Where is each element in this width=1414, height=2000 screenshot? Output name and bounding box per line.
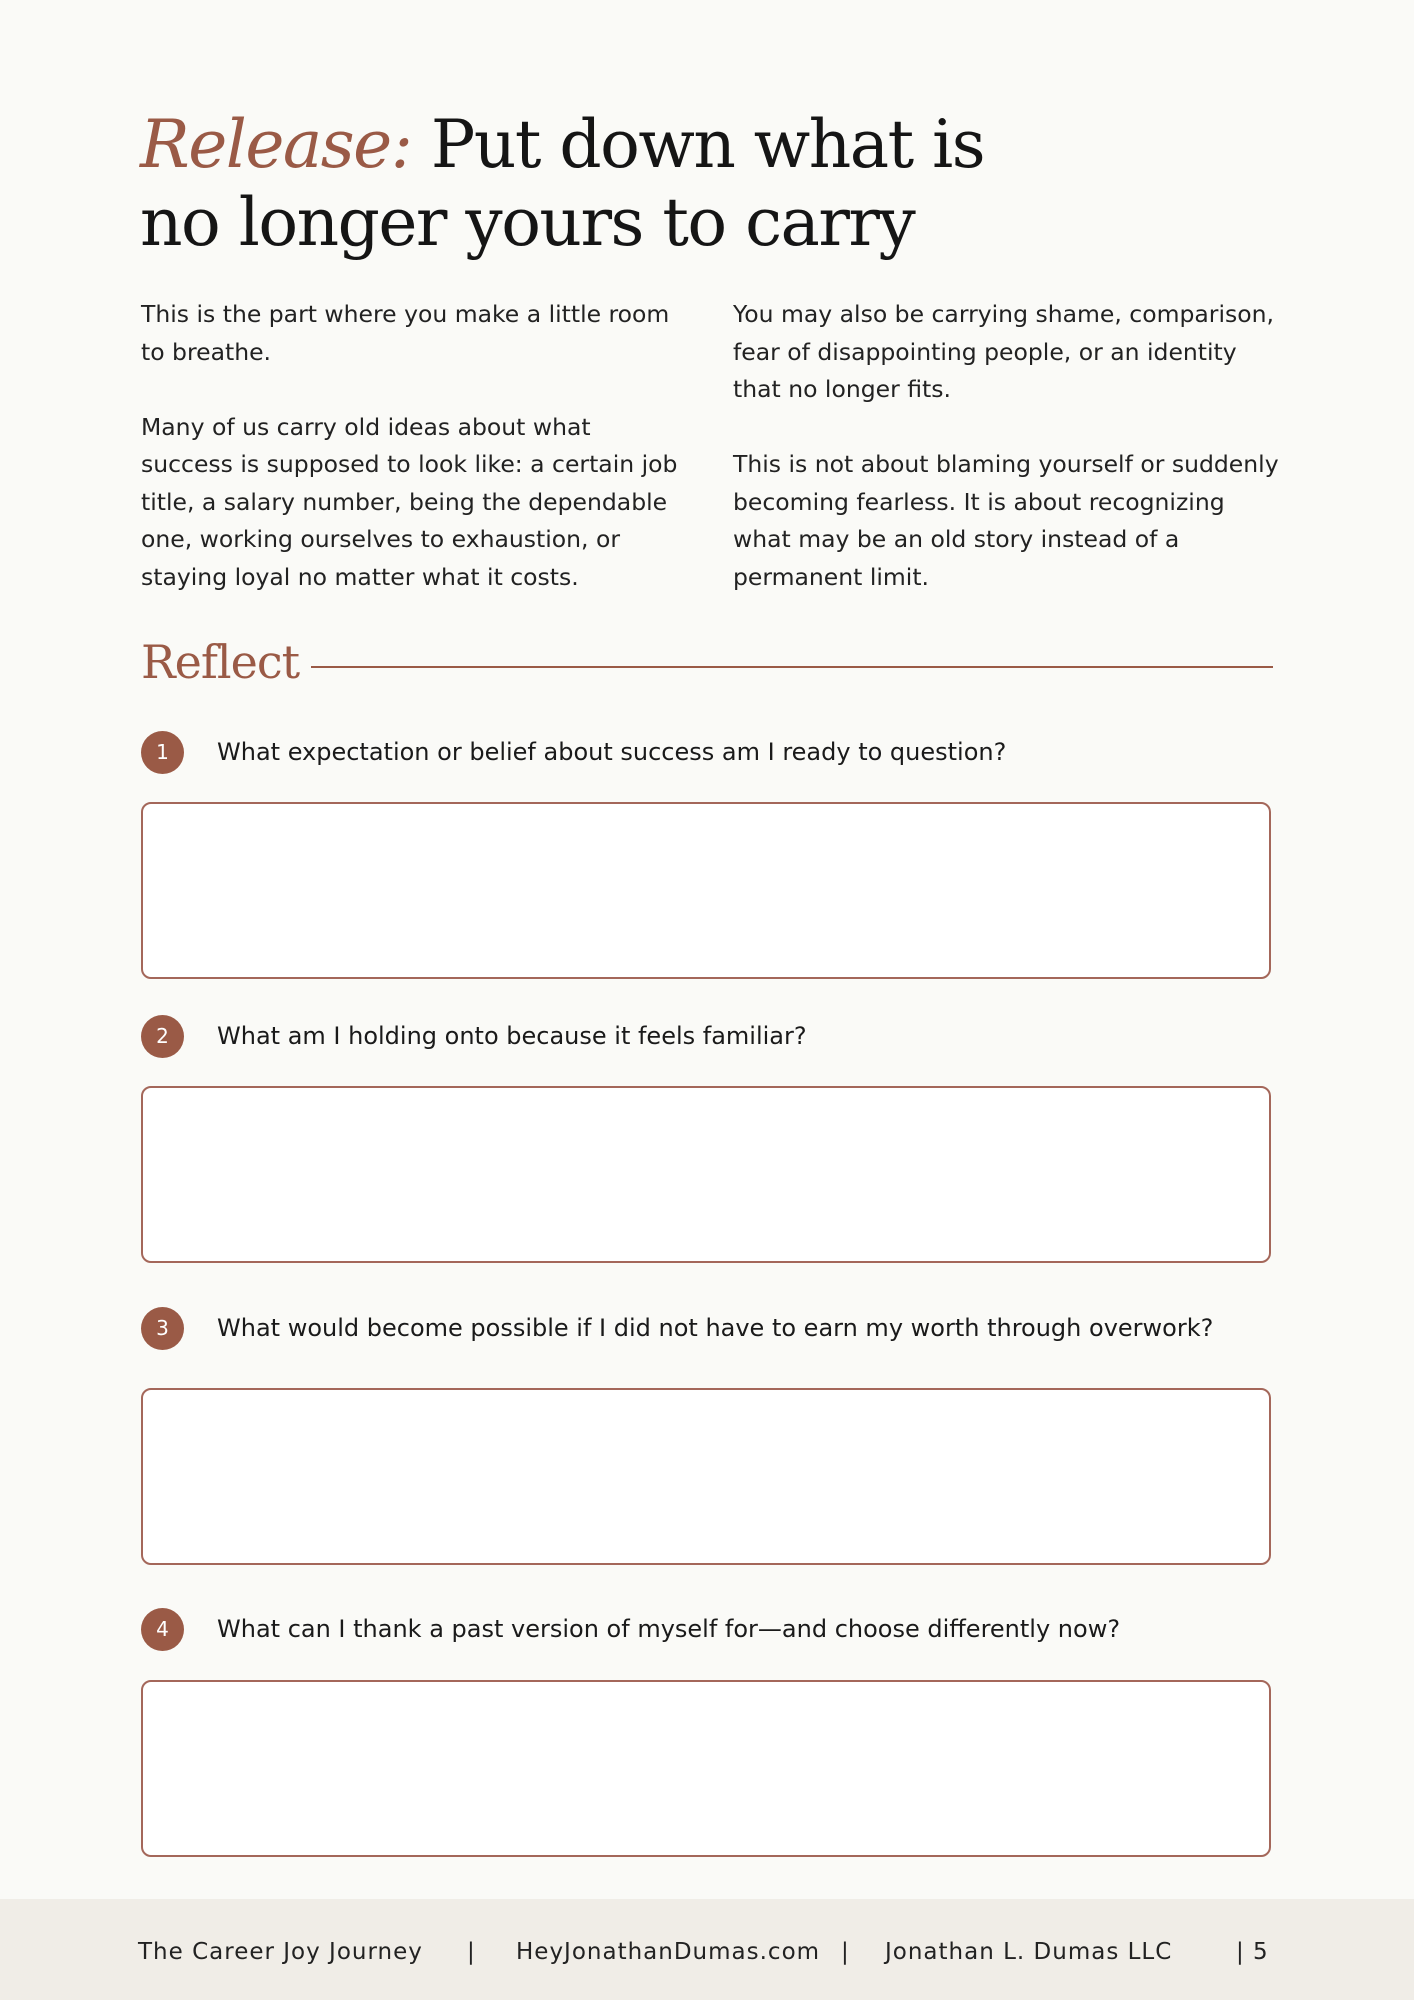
question-1 bbox=[141, 730, 1273, 774]
question-number-badge: 4 bbox=[141, 1608, 184, 1651]
answer-box-3[interactable] bbox=[141, 1388, 1271, 1565]
question-text: What can I thank a past version of myself for—and choose differently now? bbox=[217, 1615, 1121, 1643]
footer-website: HeyJonathanDumas.com bbox=[516, 1939, 821, 1965]
footer-separator: | bbox=[467, 1939, 476, 1965]
answer-box-2[interactable] bbox=[141, 1086, 1271, 1263]
answer-box-1[interactable] bbox=[141, 802, 1271, 979]
footer-company: Jonathan L. Dumas LLC bbox=[885, 1939, 1173, 1965]
reflect-section-heading bbox=[141, 632, 1273, 692]
question-text: What would become possible if I did not have to earn my worth through overwork? bbox=[217, 1314, 1214, 1342]
question-number-badge: 1 bbox=[141, 731, 184, 774]
page-title bbox=[140, 106, 1040, 262]
question-text: What expectation or belief about success am I ready to question? bbox=[217, 738, 1007, 766]
title-main: Put down what is no longer yours to carry bbox=[140, 106, 985, 261]
intro-paragraph: Many of us carry old ideas about what success is supposed to look like: a certain job title, a salary number, being the dependable one, working ourselves to exhaustion, or staying loyal no matter what it costs. bbox=[141, 412, 678, 591]
question-text: What am I holding onto because it feels familiar? bbox=[217, 1022, 807, 1050]
question-number-badge: 3 bbox=[141, 1307, 184, 1350]
intro-paragraph: This is not about blaming yourself or suddenly becoming fearless. It is about recognizing what may be an old story instead of a permanent limit. bbox=[733, 450, 1279, 591]
page-number: | 5 bbox=[1236, 1939, 1269, 1965]
question-2 bbox=[141, 1014, 1273, 1058]
intro-paragraph: This is the part where you make a little room to breathe. bbox=[141, 300, 670, 366]
page-footer bbox=[0, 1899, 1414, 2000]
answer-box-4[interactable] bbox=[141, 1680, 1271, 1857]
section-title: Reflect bbox=[141, 635, 300, 689]
intro-left-column bbox=[141, 296, 689, 634]
title-accent: Release: bbox=[140, 106, 412, 183]
intro-paragraph: You may also be carrying shame, comparison, fear of disappointing people, or an identity that no longer fits. bbox=[733, 300, 1274, 403]
question-3 bbox=[141, 1306, 1273, 1350]
question-number-badge: 2 bbox=[141, 1015, 184, 1058]
footer-separator: | bbox=[841, 1939, 850, 1965]
question-4 bbox=[141, 1607, 1273, 1651]
section-divider bbox=[311, 666, 1273, 668]
footer-book-title: The Career Joy Journey bbox=[138, 1939, 423, 1965]
intro-right-column bbox=[733, 296, 1281, 634]
